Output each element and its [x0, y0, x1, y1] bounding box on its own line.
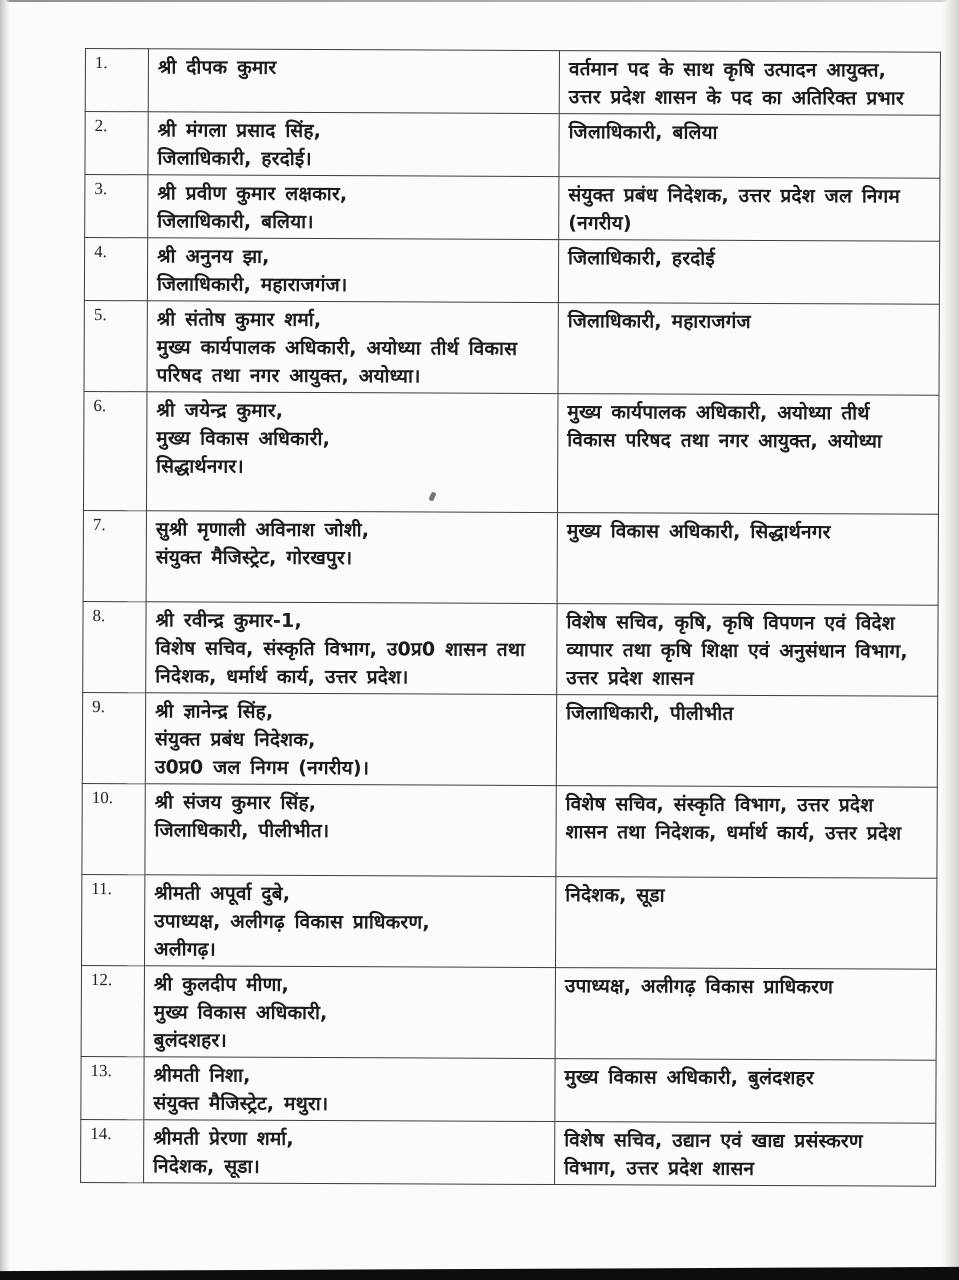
serial-number: 5.	[93, 305, 107, 325]
officer-line	[156, 480, 551, 510]
serial-number-cell	[84, 300, 147, 391]
officer-line: श्री कुलदीप मीणा,	[153, 973, 290, 996]
officer-line: जिलाधिकारी, पीलीभीत।	[154, 819, 330, 843]
page-edge-shadow-right	[941, 0, 959, 1280]
table-body	[81, 49, 941, 1187]
officer-line: श्री ज्ञानेन्द्र सिंह,	[155, 700, 274, 723]
serial-number: 13.	[90, 1061, 112, 1081]
officer-line: मुख्य विकास अधिकारी,	[156, 427, 331, 451]
officer-line: जिलाधिकारी, हरदोई।	[157, 147, 312, 170]
officer-cell	[147, 238, 558, 303]
serial-number-cell	[81, 1119, 144, 1182]
posting-line: विशेष सचिव, संस्कृति विभाग, उत्तर प्रदेश	[565, 793, 874, 817]
posting-cell	[559, 114, 940, 179]
officer-cell	[144, 875, 555, 968]
posting-line: विशेष सचिव, उद्यान एवं खाद्य प्रसंस्करण	[564, 1129, 863, 1153]
officer-line: श्री प्रवीण कुमार लक्षकार,	[157, 182, 348, 206]
officer-line: बुलंदशहर।	[153, 1029, 227, 1052]
officer-cell	[144, 1057, 555, 1122]
officer-line: श्री संजय कुमार सिंह,	[154, 791, 317, 815]
officer-line: श्री दीपक कुमार	[157, 56, 277, 79]
page-edge-shadow-left	[0, 0, 10, 1280]
posting-line: जिलाधिकारी, बलिया	[568, 121, 718, 144]
officer-line: उ0प्र0 जल निगम (नगरीय)।	[154, 756, 370, 780]
table-row	[81, 965, 936, 1060]
officer-cell	[147, 301, 558, 394]
serial-number: 4.	[94, 242, 107, 262]
officer-cell	[146, 392, 558, 513]
posting-line: व्यापार तथा कृषि शिक्षा एवं अनुसंधान विभाग,	[566, 639, 908, 663]
posting-cell	[559, 51, 940, 116]
posting-line: शासन तथा निदेशक, धर्मार्थ कार्य, उत्तर प्रदेश	[565, 821, 902, 845]
officer-cell	[148, 112, 559, 177]
officer-cell	[144, 966, 555, 1059]
table-row	[85, 175, 940, 242]
serial-number: 14.	[90, 1124, 112, 1144]
posting-cell	[558, 303, 939, 396]
officer-cell	[148, 49, 559, 114]
table-row	[82, 783, 937, 878]
serial-number-cell	[81, 965, 144, 1056]
officer-line	[156, 571, 551, 601]
serial-number-cell	[82, 692, 145, 783]
serial-number-cell	[82, 783, 145, 874]
officer-line: जिलाधिकारी, बलिया।	[157, 210, 314, 233]
serial-number-cell	[85, 112, 148, 175]
table-row	[81, 1056, 936, 1123]
posting-cell	[556, 786, 937, 879]
serial-number: 11.	[91, 879, 112, 899]
officer-cell	[145, 784, 556, 877]
posting-line: निदेशक, सूडा	[565, 884, 665, 907]
officer-line: श्री जयेन्द्र कुमार,	[156, 399, 284, 422]
table-row	[83, 510, 938, 605]
serial-number-cell	[83, 510, 146, 601]
posting-cell	[559, 177, 940, 242]
posting-line: जिलाधिकारी, हरदोई	[568, 247, 716, 270]
posting-line: विभाग, उत्तर प्रदेश शासन	[564, 1157, 755, 1180]
officer-line: श्रीमती प्रेरणा शर्मा,	[153, 1127, 294, 1150]
posting-line: जिलाधिकारी, महाराजगंज	[567, 310, 751, 333]
officer-cell	[145, 693, 556, 786]
officer-line: परिषद तथा नगर आयुक्त, अयोध्या।	[156, 364, 421, 388]
officer-line: निदेशक, धर्मार्थ कार्य, उत्तर प्रदेश।	[155, 665, 409, 689]
officer-cell	[148, 175, 559, 240]
table-row	[85, 112, 940, 179]
officer-line: श्री संतोष कुमार शर्मा,	[156, 308, 322, 332]
officer-cell	[146, 602, 557, 695]
posting-line: उत्तर प्रदेश शासन	[566, 667, 695, 690]
officer-line: श्रीमती निशा,	[153, 1064, 251, 1087]
posting-line: संयुक्त प्रबंध निदेशक, उत्तर प्रदेश जल निगम	[568, 184, 901, 208]
posting-cell	[555, 968, 936, 1061]
officer-cell	[146, 511, 557, 604]
serial-number-cell	[83, 601, 146, 692]
officer-line: श्री मंगला प्रसाद सिंह,	[157, 119, 322, 143]
table-row	[84, 300, 939, 395]
serial-number-cell	[85, 175, 148, 238]
photo-bottom-black-bar	[0, 1267, 959, 1280]
transfer-order-table	[80, 48, 941, 1187]
serial-number-cell	[85, 49, 148, 112]
officer-line: मुख्य कार्यपालक अधिकारी, अयोध्या तीर्थ विकास	[156, 336, 518, 360]
officer-line: जिलाधिकारी, महाराजगंज।	[156, 273, 348, 297]
table-row	[81, 1119, 936, 1186]
officer-line: श्रीमती अपूर्वा दुबे,	[154, 882, 291, 905]
officer-line: श्री अनुनय झा,	[157, 245, 270, 268]
officer-line: विशेष सचिव, संस्कृति विभाग, उ0प्र0 शासन तथा	[155, 637, 526, 661]
posting-line: वर्तमान पद के साथ कृषि उत्पादन आयुक्त,	[568, 58, 887, 82]
table-row	[83, 391, 939, 514]
posting-cell	[555, 877, 936, 970]
serial-number: 9.	[92, 697, 105, 717]
serial-number: 12.	[90, 970, 113, 990]
officer-line: अलीगढ़।	[154, 938, 217, 961]
posting-line: उत्तर प्रदेश शासन के पद का अतिरिक्त प्रभार	[568, 86, 904, 110]
officer-line: श्री रवीन्द्र कुमार-1,	[155, 609, 302, 632]
posting-line: उपाध्यक्ष, अलीगढ़ विकास प्राधिकरण	[564, 975, 834, 999]
serial-number-cell	[81, 874, 144, 965]
posting-line: मुख्य कार्यपालक अधिकारी, अयोध्या तीर्थ	[567, 401, 870, 425]
serial-number: 3.	[94, 179, 108, 199]
serial-number: 10.	[91, 788, 114, 808]
table-row	[84, 238, 939, 305]
officer-line: संयुक्त मैजिस्ट्रेट, गोरखपुर।	[155, 546, 353, 570]
table-row	[81, 874, 936, 969]
posting-line: विकास परिषद तथा नगर आयुक्त, अयोध्या	[567, 429, 883, 453]
serial-number: 1.	[94, 53, 108, 73]
officer-cell	[144, 1120, 555, 1185]
page-edge-line-top	[0, 0, 959, 2]
officer-line	[154, 844, 549, 874]
officer-line: संयुक्त प्रबंध निदेशक,	[154, 728, 316, 752]
serial-number-cell	[84, 238, 147, 301]
posting-line: (नगरीय)	[568, 212, 632, 235]
posting-cell	[555, 1122, 936, 1187]
officer-line: उपाध्यक्ष, अलीगढ़ विकास प्राधिकरण,	[154, 910, 430, 934]
posting-cell	[557, 604, 938, 697]
serial-number: 6.	[93, 396, 107, 416]
officer-line: मुख्य विकास अधिकारी,	[153, 1001, 328, 1025]
serial-number: 7.	[92, 515, 106, 535]
table-row	[82, 692, 937, 787]
serial-number-cell	[83, 391, 147, 510]
table-row	[83, 601, 938, 696]
posting-cell	[555, 1059, 936, 1124]
posting-cell	[558, 240, 939, 305]
serial-number: 8.	[92, 606, 106, 626]
posting-line: विशेष सचिव, कृषि, कृषि विपणन एवं विदेश	[566, 611, 895, 635]
posting-cell	[557, 513, 938, 606]
posting-cell	[556, 695, 937, 788]
posting-cell	[557, 394, 939, 515]
table-row	[85, 49, 940, 116]
officer-line: संयुक्त मैजिस्ट्रेट, मथुरा।	[153, 1092, 329, 1116]
serial-number: 2.	[94, 116, 108, 136]
officer-line: निदेशक, सूडा।	[153, 1155, 261, 1178]
officer-line: सिद्धार्थनगर।	[156, 455, 244, 478]
posting-line: जिलाधिकारी, पीलीभीत	[566, 702, 734, 725]
posting-line: मुख्य विकास अधिकारी, सिद्धार्थनगर	[566, 520, 831, 544]
posting-line: मुख्य विकास अधिकारी, बुलंदशहर	[564, 1066, 814, 1090]
officer-line: सुश्री मृणाली अविनाश जोशी,	[155, 518, 370, 542]
serial-number-cell	[81, 1056, 144, 1119]
